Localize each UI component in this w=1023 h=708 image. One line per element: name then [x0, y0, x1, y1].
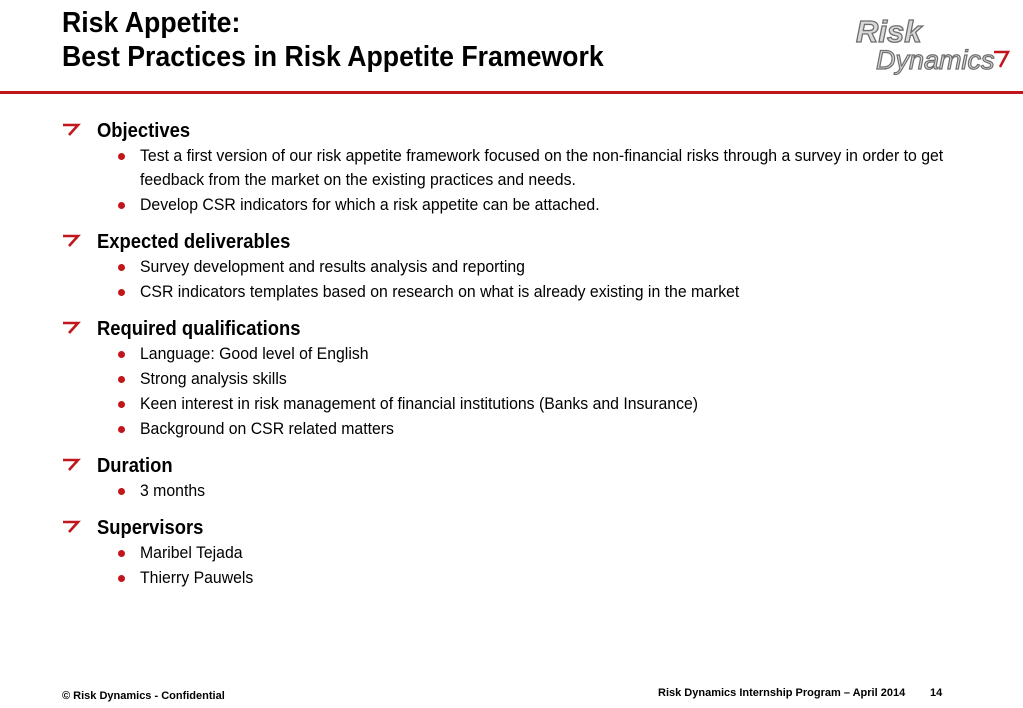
- title-divider: [0, 91, 1023, 94]
- list-item-text: Keen interest in risk management of financial institutions (Banks and Insurance): [140, 394, 699, 413]
- logo-arrow-icon: [994, 52, 1008, 67]
- bullet-dot-icon: [118, 488, 125, 495]
- bullet-dot-icon: [118, 376, 125, 383]
- section-heading: Objectives: [97, 119, 191, 142]
- footer-copyright: © Risk Dynamics - Confidential: [62, 690, 225, 702]
- bullet-dot-icon: [118, 426, 125, 433]
- list-item: [115, 144, 1000, 192]
- list-item-text: Background on CSR related matters: [140, 419, 394, 438]
- bullet-dot-icon: [118, 289, 125, 296]
- slide-title-line1: Risk Appetite:: [62, 7, 241, 39]
- list-item-text: 3 months: [140, 481, 206, 500]
- list-item-text: Test a first version of our risk appetite framework focused on the non-financial risks through a survey in order to get feedback from the market on the existing practices and needs.: [140, 146, 944, 189]
- red-arrow-icon: [60, 519, 82, 533]
- section-required-qualifications: [60, 317, 1000, 441]
- list-item-text: Thierry Pauwels: [140, 568, 254, 587]
- list-item-text: Strong analysis skills: [140, 369, 287, 388]
- section-heading: Duration: [97, 454, 173, 477]
- bullet-dot-icon: [118, 351, 125, 358]
- list-item-text: CSR indicators templates based on research on what is already existing in the market: [140, 282, 740, 301]
- list-item: [115, 479, 1000, 503]
- slide-body: [60, 119, 1000, 603]
- slide-title: [62, 6, 604, 74]
- slide-title-line2: Best Practices in Risk Appetite Framework: [62, 41, 604, 73]
- list-item: [115, 367, 1000, 391]
- list-item: [115, 392, 1000, 416]
- list-item: [115, 342, 1000, 366]
- list-item: [115, 417, 1000, 441]
- red-arrow-icon: [60, 122, 82, 136]
- page-number: 14: [930, 687, 943, 699]
- list-item-text: Survey development and results analysis and reporting: [140, 257, 525, 276]
- list-item-text: Language: Good level of English: [140, 344, 369, 363]
- bullet-dot-icon: [118, 153, 125, 160]
- list-item: [115, 280, 1000, 304]
- bullet-dot-icon: [118, 202, 125, 209]
- bullet-list: [60, 342, 1000, 441]
- section-duration: [60, 454, 1000, 503]
- section-heading: Supervisors: [97, 516, 204, 539]
- bullet-dot-icon: [118, 401, 125, 408]
- section-heading: Expected deliverables: [97, 230, 291, 253]
- section-expected-deliverables: [60, 230, 1000, 304]
- list-item: [115, 255, 1000, 279]
- bullet-list: [60, 479, 1000, 503]
- red-arrow-icon: [60, 457, 82, 471]
- list-item-text: Maribel Tejada: [140, 543, 243, 562]
- footer-program: Risk Dynamics Internship Program – April 2014: [658, 687, 906, 699]
- section-heading: Required qualifications: [97, 317, 301, 340]
- list-item: [115, 193, 1000, 217]
- bullet-list: [60, 144, 1000, 217]
- red-arrow-icon: [60, 320, 82, 334]
- bullet-dot-icon: [118, 575, 125, 582]
- bullet-list: [60, 541, 1000, 590]
- logo-word-dynamics: Dynamics: [876, 45, 995, 75]
- risk-dynamics-logo: [852, 12, 1012, 76]
- section-objectives: [60, 119, 1000, 217]
- logo-word-risk: Risk: [856, 14, 922, 49]
- bullet-dot-icon: [118, 264, 125, 271]
- list-item: [115, 541, 1000, 565]
- red-arrow-icon: [60, 233, 82, 247]
- list-item-text: Develop CSR indicators for which a risk appetite can be attached.: [140, 195, 600, 214]
- bullet-dot-icon: [118, 550, 125, 557]
- section-supervisors: [60, 516, 1000, 590]
- bullet-list: [60, 255, 1000, 304]
- list-item: [115, 566, 1000, 590]
